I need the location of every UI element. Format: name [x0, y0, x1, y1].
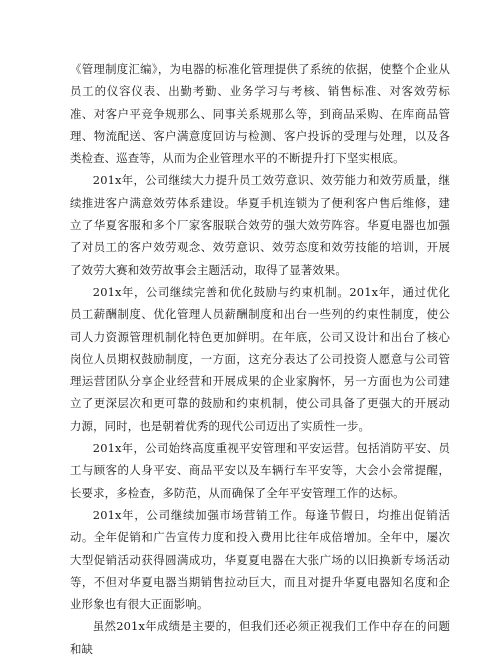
paragraph-3: 201x年，公司继续完善和优化鼓励与约束机制。201x年，通过优化员工薪酬制度、优化管理人员薪酬制度和出台一些列的约束性制度，使公司人力资源管理机制化特色更加鲜明。在年底，公司又设计和出台了核心岗位人员期权鼓励制度，一方面，这充分表达了公司投资人愿意与公司管理运营团队分享企业经营和开展成果的企业家胸怀，另一方面也为公司建立了更深层次和更可靠的鼓励和约束机制，使公司具备了更强大的开展动力源，同时，也是朝着优秀的现代公司迈出了实质性一步。: [70, 284, 450, 433]
paragraph-6: 虽然201x年成绩是主要的，但我们还必须正视我们工作中存在的问题和缺: [70, 619, 450, 656]
paragraph-5: 201x年，公司继续加强市场营销工作。每逢节假日，均推出促销活动。全年促销和广告宣传力度和投入费用比往年成倍增加。全年中，屡次大型促销活动获得圆满成功，华夏夏电器在大张广场的以旧换新专场活动等，不但对华夏电器当期销售拉动巨大，而且对提升华夏电器知名度和企业形象也有很大正面影响。: [70, 507, 450, 612]
paragraph-2: 201x年，公司继续大力提升员工效劳意识、效劳能力和效劳质量，继续推进客户满意效劳体系建设。华夏手机连锁为了便利客户售后维修，建立了华夏客服和多个厂家客服联合效劳的强大效劳阵容。华夏电器也加强了对员工的客户效劳观念、效劳意识、效劳态度和效劳技能的培训，开展了效劳大赛和效劳故事会主题活动，取得了显著效果。: [70, 173, 450, 277]
paragraph-4: 201x年，公司始终高度重视平安管理和平安运营。包括消防平安、员工与顾客的人身平安、商品平安以及车辆行车平安等，大会小会常提醒，长要求，多检查，多防范，从而确保了全年平安管理工作的达标。: [70, 441, 450, 500]
paragraph-1: 《管理制度汇编》，为电器的标准化管理提供了系统的依据，使整个企业从员工的仪容仪表、出勤考勤、业务学习与考核、销售标准、对客效劳标准、对客户平竞争规那么、同事关系规那么等，到商品采购、在库商品管理、物流配送、客户满意度回访与检测、客户投诉的受理与处理，以及各类检查、巡查等，从而为企业管理水平的不断提升打下坚实根底。: [70, 62, 450, 166]
document-body: [70, 58, 450, 660]
